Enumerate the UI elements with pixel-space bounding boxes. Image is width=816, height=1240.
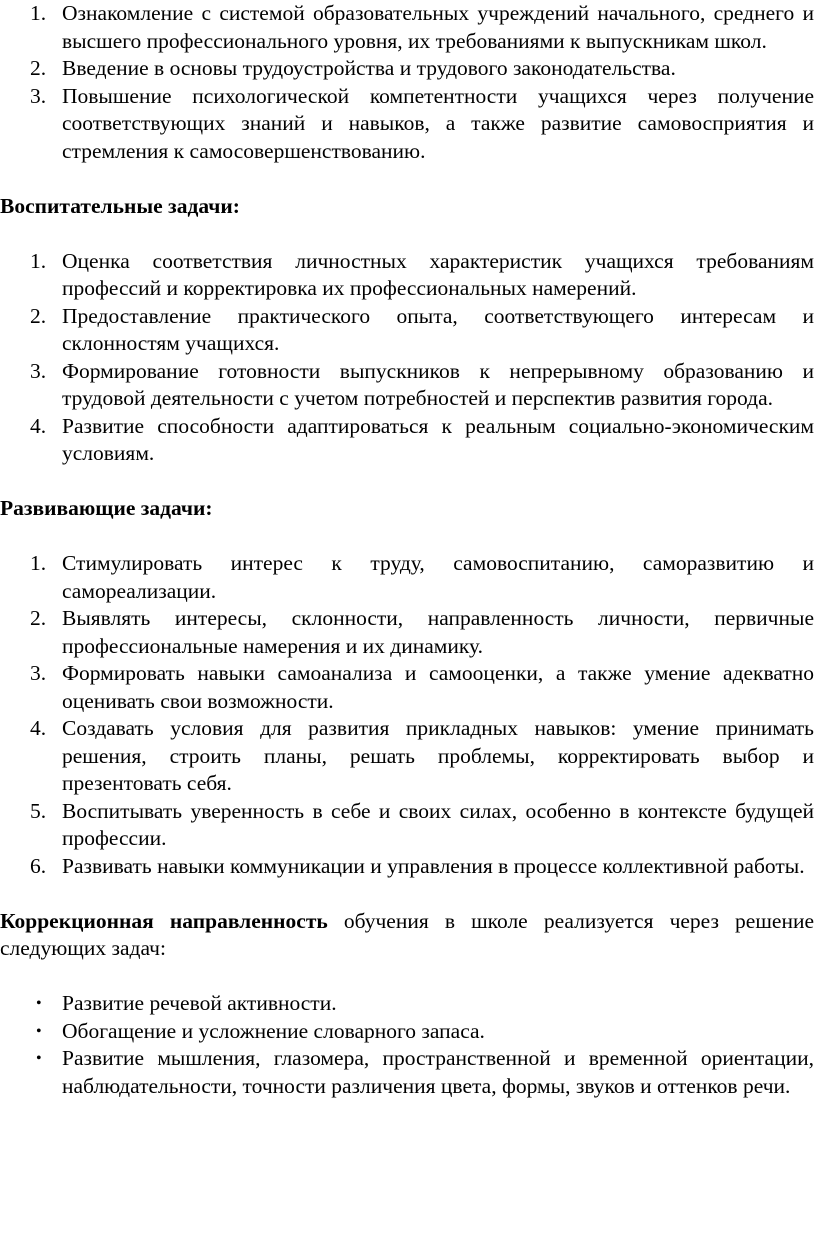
list-item-text: Воспитывать уверенность в себе и своих силах, особенно в контексте будущей профессии.: [62, 798, 814, 850]
list-item-text: Развитие речевой активности.: [62, 991, 337, 1015]
list-number: 1.: [30, 551, 47, 575]
spacer: [0, 523, 814, 551]
list-item: [0, 303, 814, 358]
correction-list: [0, 990, 814, 1100]
list-item-text: Развивать навыки коммуникации и управления в процессе коллективной работы.: [62, 853, 805, 878]
intro-list: [0, 0, 814, 165]
list-item: [0, 660, 814, 715]
list-item-text: Развитие способности адаптироваться к реальным социально-экономическим условиям.: [62, 413, 814, 465]
list-item: [0, 1045, 814, 1100]
list-item-text: Формирование готовности выпускников к непрерывному образованию и трудовой деятельности с учетом потребностей и перспектив развития города.: [62, 358, 814, 410]
list-item: [0, 0, 814, 55]
list-item-text: Выявлять интересы, склонности, направленность личности, первичные профессиональные намерения и их динамику.: [62, 606, 814, 658]
list-number: 2.: [30, 56, 47, 80]
list-item-text: Развитие мышления, глазомера, пространственной и временной ориентации, наблюдательности, точности различения цвета, формы, звуков и оттенков речи.: [62, 1046, 814, 1098]
list-item: [0, 413, 814, 468]
list-number: 3.: [30, 661, 47, 685]
list-item: [0, 248, 814, 303]
bullet-icon: •: [36, 995, 42, 1012]
list-item: [0, 1018, 814, 1046]
spacer: [0, 220, 814, 248]
list-item: [0, 990, 814, 1018]
list-number: 3.: [30, 83, 47, 108]
educational-heading: Воспитательные задачи:: [0, 193, 240, 218]
list-number: 5.: [30, 798, 47, 823]
list-item-text: Ознакомление с системой образовательных учреждений начального, среднего и высшего профессионального уровня, их требованиями к выпускникам школ.: [62, 1, 814, 53]
list-item: [0, 358, 814, 413]
educational-list: [0, 248, 814, 468]
list-number: 6.: [30, 853, 47, 878]
list-item-text: Предоставление практического опыта, соответствующего интересам и склонностям учащихся.: [62, 303, 814, 355]
list-item-text: Создавать условия для развития прикладных навыков: умение принимать решения, строить планы, решать проблемы, корректировать выбор и презентовать себя.: [62, 716, 814, 795]
list-item: [0, 55, 814, 83]
list-number: 2.: [30, 606, 47, 630]
developmental-list: [0, 550, 814, 880]
list-item: [0, 715, 814, 798]
list-number: 1.: [30, 248, 47, 273]
list-number: 3.: [30, 358, 47, 383]
list-item-text: Формировать навыки самоанализа и самооценки, а также умение адекватно оценивать свои возможности.: [62, 661, 814, 713]
list-item-text: Обогащение и усложнение словарного запаса.: [62, 1018, 485, 1043]
list-item: [0, 798, 814, 853]
list-item: [0, 83, 814, 166]
list-item-text: Повышение психологической компетентности учащихся через получение соответствующих знаний и навыков, а также развитие самовосприятия и стремления к самосовершенствованию.: [62, 83, 814, 163]
list-item: [0, 550, 814, 605]
developmental-heading: Развивающие задачи:: [0, 496, 213, 520]
list-item: [0, 605, 814, 660]
bullet-icon: •: [36, 1022, 42, 1040]
list-item: [0, 853, 814, 881]
list-item-text: Оценка соответствия личностных характеристик учащихся требованиям профессий и корректировка их профессиональных намерений.: [62, 248, 814, 300]
correction-lead: Коррекционная направленность: [0, 908, 328, 933]
bullet-icon: •: [36, 1050, 42, 1067]
list-number: 4.: [30, 413, 47, 438]
spacer: [0, 165, 814, 193]
list-item-text: Стимулировать интерес к труду, самовоспитанию, саморазвитию и самореализации.: [62, 551, 814, 603]
spacer: [0, 880, 814, 908]
list-number: 4.: [30, 716, 47, 740]
spacer: [0, 963, 814, 991]
list-number: 2.: [30, 303, 47, 328]
list-item-text: Введение в основы трудоустройства и трудового законодательства.: [62, 56, 676, 80]
spacer: [0, 468, 814, 496]
correction-rest: обучения в школе реализуется через решение следующих задач:: [0, 908, 815, 960]
correction-paragraph: [0, 908, 814, 963]
list-number: 1.: [30, 1, 47, 25]
